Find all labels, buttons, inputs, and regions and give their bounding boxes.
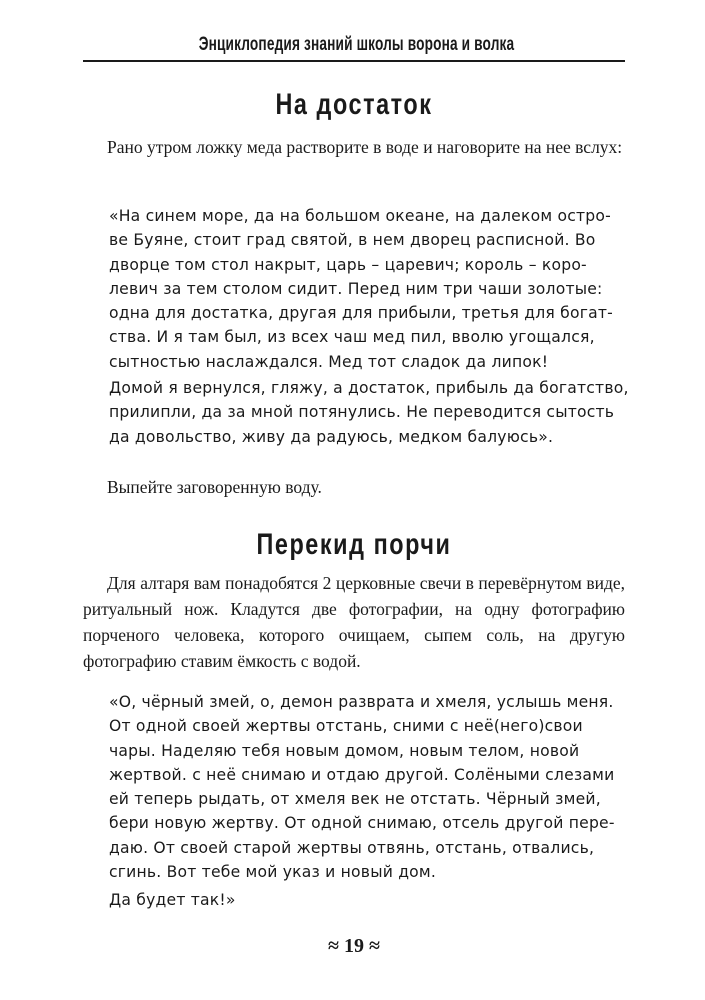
spell-line: одна для достатка, другая для прибыли, третья для богат- (109, 304, 613, 323)
section-outro-prosperity: Выпейте заговоренную воду. (107, 477, 322, 497)
spell-line: сытностью наслаждался. Мед тот сладок да липок! (109, 352, 549, 371)
spell-line: да довольство, живу да радуюсь, медком балуюсь». (109, 427, 554, 446)
section-title-prosperity: На достаток (275, 88, 433, 121)
spell-line: сгинь. Вот тебе мой указ и новый дом. (109, 863, 437, 882)
spell-line: От одной своей жертвы отстань, сними с неё(него)свои (109, 717, 583, 736)
running-head: Энциклопедия знаний школы ворона и волка (198, 34, 515, 55)
spell-line: жертвой. с неё снимаю и отдаю другой. Солёными слезами (109, 765, 615, 784)
spell-line: ей теперь рыдать, от хмеля век не отстать. Чёрный змей, (109, 790, 601, 809)
page-number: ≈ 19 ≈ (328, 935, 380, 957)
spell-text-prosperity (109, 204, 625, 374)
spell-line: ства. И я там был, из всех чаш мед пил, вволю угощался, (109, 328, 595, 347)
spell-line: даю. От своей старой жертвы отвянь, отстань, отвались, (109, 838, 595, 857)
spell-line: ве Буяне, стоит град святой, в нем дворец расписной. Во (109, 231, 596, 250)
spell-line: «На синем море, да на большом океане, на далеком остро- (109, 207, 611, 225)
spell-line: прилипли, да за мной потянулись. Не переводится сытость (109, 403, 615, 422)
section-intro-prosperity: Рано утром ложку меда растворите в воде и наговорите на нее вслух: (107, 137, 623, 157)
spell-line: левич за тем столом сидит. Перед ним три чаши золотые: (109, 279, 603, 298)
spell-text-prosperity-continued (109, 376, 629, 449)
spell-line: чары. Наделяю тебя новым домом, новым телом, новой (109, 741, 580, 760)
spell-line: «О, чёрный змей, о, демон разврата и хмеля, услышь меня. (109, 693, 614, 711)
spell-text-curse-transfer (109, 690, 625, 884)
section-title-curse-transfer: Перекид порчи (256, 528, 452, 561)
header-rule (83, 60, 625, 62)
spell-line: дворце том стол накрыт, царь – царевич; король – коро- (109, 255, 587, 274)
spell-line: Домой я вернулся, гляжу, а достаток, прибыль да богатство, (109, 379, 629, 397)
spell-line: бери новую жертву. От одной снимаю, отсель другой пере- (109, 814, 615, 833)
spell-closing: Да будет так!» (109, 891, 236, 909)
section-intro-curse-transfer: Для алтаря вам понадобятся 2 церковные свечи в перевёрнутом виде, ритуальный нож. Кладутся две фотографии, на одну фотографию порченого человека, которого очищаем, сыпем соль, на другую фотографию ставим ёмкость с водой. (83, 573, 625, 671)
